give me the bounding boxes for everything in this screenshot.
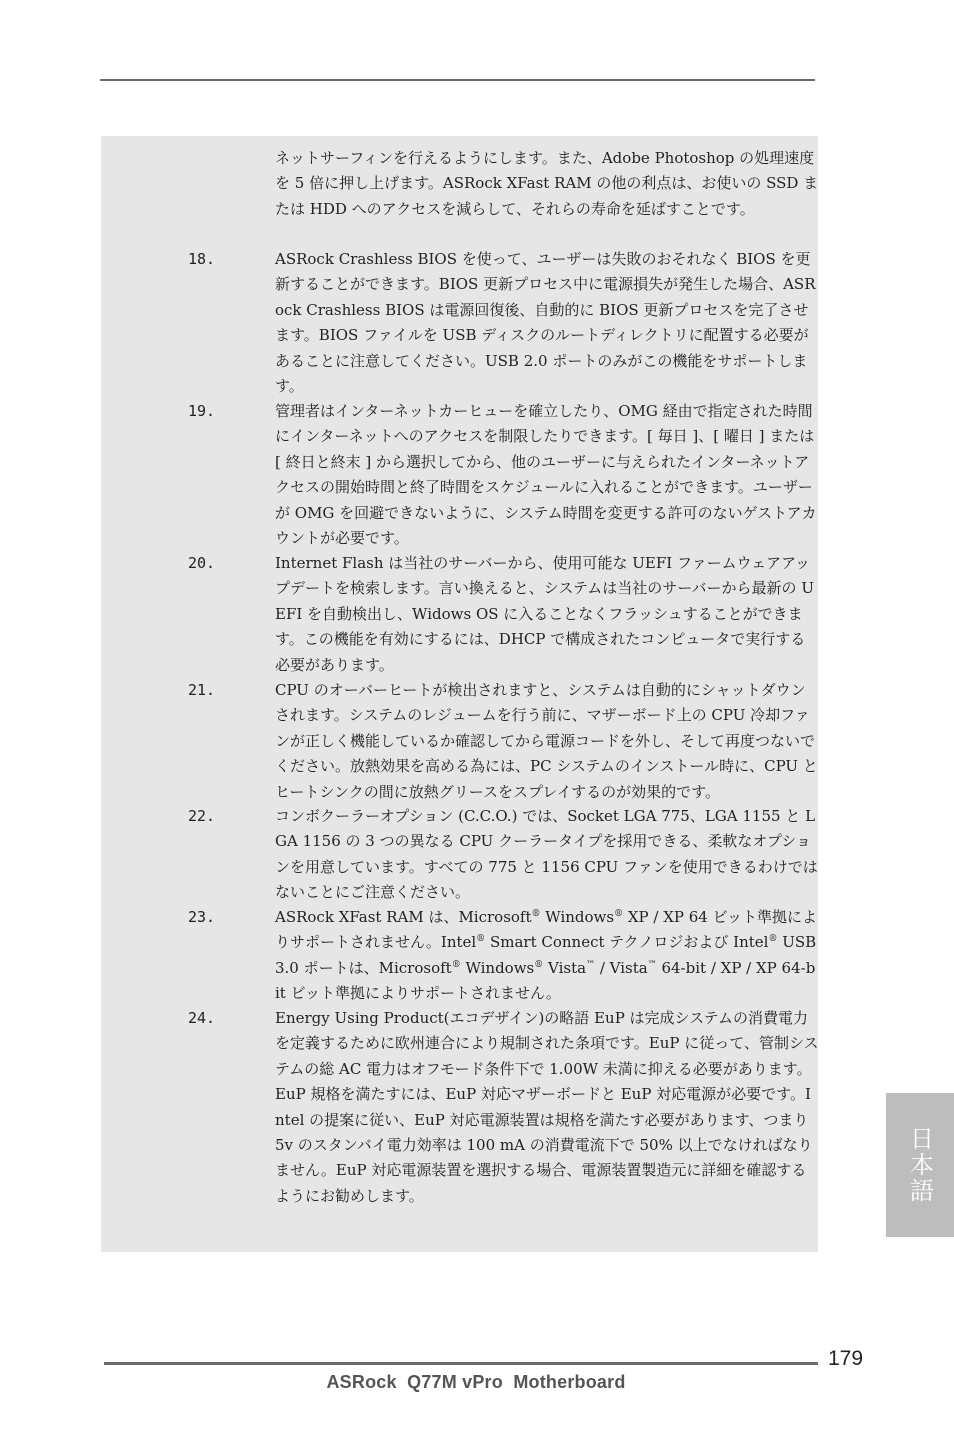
item-text: CPU のオーバーヒートが検出されますと、システムは自動的にシャットダウンされます。システムのレジュームを行う前に、マザーボード上の CPU 冷却ファンが正しく機能しているか確認してから電源コードを外し、そして再度つないでください。放熱効果を高める為には、PC システムのインストール時に、CPU とヒートシンクの間に放熱グリースをスプレイするのが効果的です。 — [275, 681, 818, 801]
language-tab-label: 日本語 — [905, 1126, 934, 1204]
language-tab — [886, 1093, 954, 1237]
page-number: 179 — [828, 1347, 864, 1370]
item-number: 24. — [188, 1009, 216, 1027]
item-text: Energy Using Product(エコデザイン)の略語 EuP は完成システムの消費電力を定義するために欧州連合により規制された条項です。EuP に従って、管制システムの総 AC 電力はオフモード条件下で 1.00W 未満に抑える必要があります。EuP 規格を満たすには、EuP 対応マザーボードと EuP 対応電源が必要です。Intel の提案に従い、EuP 対応電源装置は規格を満たす必要があります、つまり 5v のスタンバイ電力効率は 100 mA の消費電流下で 50% 以上でなければなりません。EuP 対応電源装置を選択する場合、電源装置製造元に詳細を確認するようにお勧めします。 — [275, 1009, 819, 1205]
item-text: Internet Flash は当社のサーバーから、使用可能な UEFI ファームウェアアップデートを検索します。言い換えると、システムは当社のサーバーから最新の UEFI を自動検出し、Widows OS に入ることなくフラッシュすることができます。この機能を有効にするには、DHCP で構成されたコンピュータで実行する必要があります。 — [275, 554, 814, 674]
footer-title — [0, 1372, 954, 1393]
item-number: 23. — [188, 908, 216, 926]
footer-title-text: ASRock Q77M vPro Motherboard — [326, 1372, 626, 1392]
content-box — [101, 136, 818, 1252]
item-number: 19. — [188, 402, 216, 420]
item-text: ASRock Crashless BIOS を使って、ユーザーは失敗のおそれなく BIOS を更新することができます。BIOS 更新プロセス中に電源損失が発生した場合、ASRock Crashless BIOS は電源回復後、自動的に BIOS 更新プロセスを完了させます。BIOS ファイルを USB ディスクのルートディレクトリに配置する必要があることに注意してください。USB 2.0 ポートのみがこの機能をサポートします。 — [275, 250, 816, 396]
item-number: 18. — [188, 250, 216, 268]
item-number: 21. — [188, 681, 216, 699]
item-text: 管理者はインターネットカーヒューを確立したり、OMG 経由で指定された時間にインターネットへのアクセスを制限したりできます。[ 毎日 ]、[ 曜日 ] または [ 終日と終末 ] から選択してから、他のユーザーに与えられたインターネットアクセスの開始時間と終了時間をスケジュールに入れることができます。ユーザーが OMG を回避できないように、システム時間を変更する許可のないゲストアカウントが必要です。 — [275, 402, 817, 548]
bottom-rule — [104, 1362, 818, 1365]
item-number: 22. — [188, 807, 216, 825]
item-number: 20. — [188, 554, 216, 572]
item-text: ASRock XFast RAM は、Microsoft® Windows® XP / XP 64 ビット準拠によりサポートされません。Intel® Smart Connect テクノロジおよび Intel® USB 3.0 ポートは、Microsoft® Windows® Vista™ / Vista™ 64-bit / XP / XP 64-bit ビット準拠によりサポートされません。 — [275, 908, 818, 1003]
item-text: コンボクーラーオプション (C.C.O.) では、Socket LGA 775、LGA 1155 と LGA 1156 の 3 つの異なる CPU クーラータイプを採用できる、柔軟なオプションを用意しています。すべての 775 と 1156 CPU ファンを使用できるわけではないことにご注意ください。 — [275, 807, 818, 902]
continuation-paragraph: ネットサーフィンを行えるようにします。また、Adobe Photoshop の処理速度を 5 倍に押し上げます。ASRock XFast RAM の他の利点は、お使いの SSD または HDD へのアクセスを減らして、それらの寿命を延ばすことです。 — [275, 149, 819, 218]
top-rule — [100, 79, 815, 81]
